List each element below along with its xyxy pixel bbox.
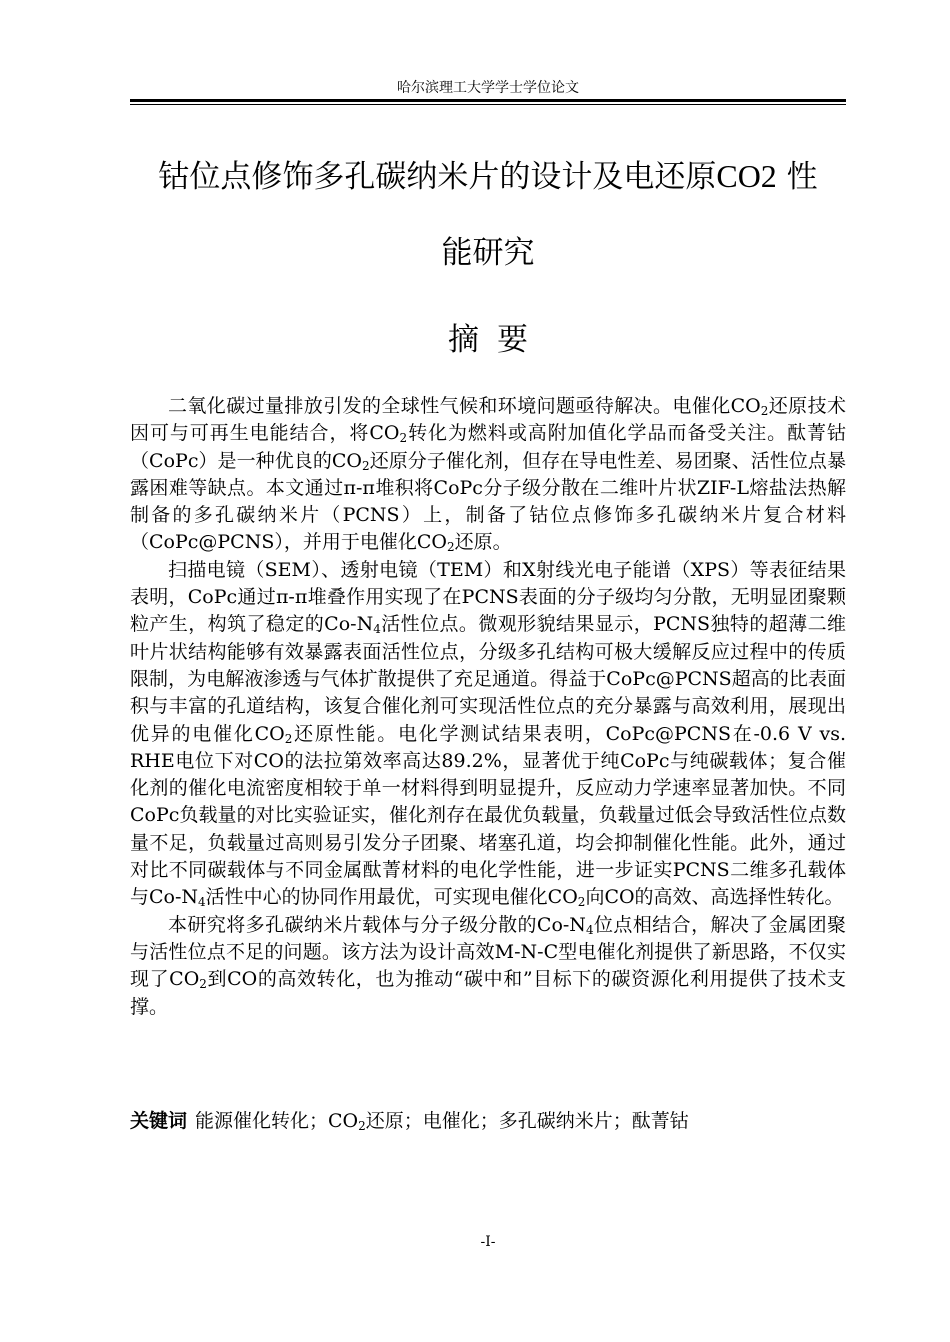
text-run: 活性中心的协同作用最优，可实现电催化CO — [205, 886, 578, 909]
text-run: 位点相结合，解决了金属团聚与活性位点不足的问题。该方法为设计高效M-N-C型电催化剂提供了新思路，不仅实现了CO — [130, 913, 846, 991]
subscript: 2 — [399, 431, 408, 446]
text-run: 还原。 — [454, 531, 512, 554]
keywords-line — [130, 1108, 846, 1135]
title-part-co2: CO2 — [716, 158, 777, 194]
abstract-body — [130, 393, 846, 1021]
text-run: 二氧化碳过量排放引发的全球性气候和环境问题亟待解决。电催化CO — [168, 395, 761, 417]
text-run: 活性位点。微观形貌结果显示，PCNS独特的超薄二维叶片状结构能够有效暴露表面活性位点，分级多孔结构可极大缓解反应过程中的传质限制，为电解液渗透与气体扩散提供了充足通道。得益于CoPc@PCNS超高的比表面积与丰富的孔道结构，该复合催化剂可实现活性位点的充分暴露与高效利用，展现出优异的电催化CO — [130, 613, 846, 745]
text-run: 转化为燃料或高附加值化学品而备受关注。酞菁钴（CoPc）是一种优良的CO — [130, 422, 846, 472]
subscript: 4 — [585, 922, 594, 937]
subscript: 2 — [446, 540, 455, 555]
subscript: 4 — [373, 622, 381, 637]
keywords-label: 关键词 — [130, 1110, 188, 1132]
subscript: 4 — [198, 895, 206, 910]
abstract-paragraph-2 — [130, 557, 846, 912]
abstract-paragraph-3 — [130, 912, 846, 1021]
page-number: -I- — [480, 1234, 496, 1250]
text-run: 扫描电镜（SEM）、透射电镜（TEM）和X射线光电子能谱（XPS）等表征结果表明，CoPc通过π-π堆叠作用实现了在PCNS表面的分子级均匀分散，无明显团聚颗粒产生，构筑了稳定的Co-N — [130, 558, 846, 636]
subscript: 2 — [362, 458, 370, 473]
text-run: 还原性能。电化学测试结果表明，CoPc@PCNS在-0.6 V vs. RHE电位下对CO的法拉第效率高达89.2%，显著优于纯CoPc与纯碳载体；复合催化剂的催化电流密度相较于单一材料得到明显提升，反应动力学速率显著加快。不同CoPc负载量的对比实验证实，催化剂存在最优负载量，负载量过低会导致活性位点数量不足，负载量过高则易引发分子团聚、堵塞孔道，均会抑制催化性能。此外，通过对比不同碳载体与不同金属酞菁材料的电化学性能，进一步证实PCNS二维多孔载体与Co-N — [130, 722, 846, 909]
keywords-text: 能源催化转化；CO — [195, 1110, 359, 1132]
subscript: 2 — [199, 977, 207, 992]
header-rule-thick — [130, 99, 846, 102]
text-run: 还原分子催化剂，但存在导电性差、易团聚、活性位点暴露困难等缺点。本文通过π-π堆积将CoPc分子级分散在二维叶片状ZIF-L熔盐法热解制备的多孔碳纳米片（PCNS）上，制备了钴位点修饰多孔碳纳米片复合材料（CoPc@PCNS），并用于电催化CO — [130, 449, 846, 554]
thesis-title-line-2: 能研究 — [441, 235, 535, 271]
text-run: 向CO的高效、高选择性转化。 — [585, 886, 844, 909]
subscript: 2 — [284, 731, 293, 746]
abstract-heading: 摘要 — [448, 322, 546, 358]
running-header: 哈尔滨理工大学学士学位论文 — [397, 80, 579, 96]
keywords-text: 还原；电催化；多孔碳纳米片；酞菁钴 — [365, 1110, 689, 1132]
subscript: 2 — [577, 895, 586, 910]
title-part-1: 钴位点修饰多孔碳纳米片的设计及电还原 — [158, 159, 717, 195]
thesis-title-line-1 — [130, 156, 846, 197]
subscript: 2 — [760, 404, 769, 418]
subscript: 2 — [358, 1119, 366, 1133]
text-run: 还原技术因可与可再生电能结合，将CO — [130, 395, 846, 445]
text-run: 到CO的高效转化，也为推动“碳中和”目标下的碳资源化利用提供了技术支撑。 — [130, 968, 846, 1018]
abstract-paragraph-1 — [130, 393, 846, 557]
title-part-2: 性 — [786, 159, 818, 195]
text-run: 本研究将多孔碳纳米片载体与分子级分散的Co-N — [168, 913, 586, 936]
header-rule-thin — [130, 104, 846, 105]
